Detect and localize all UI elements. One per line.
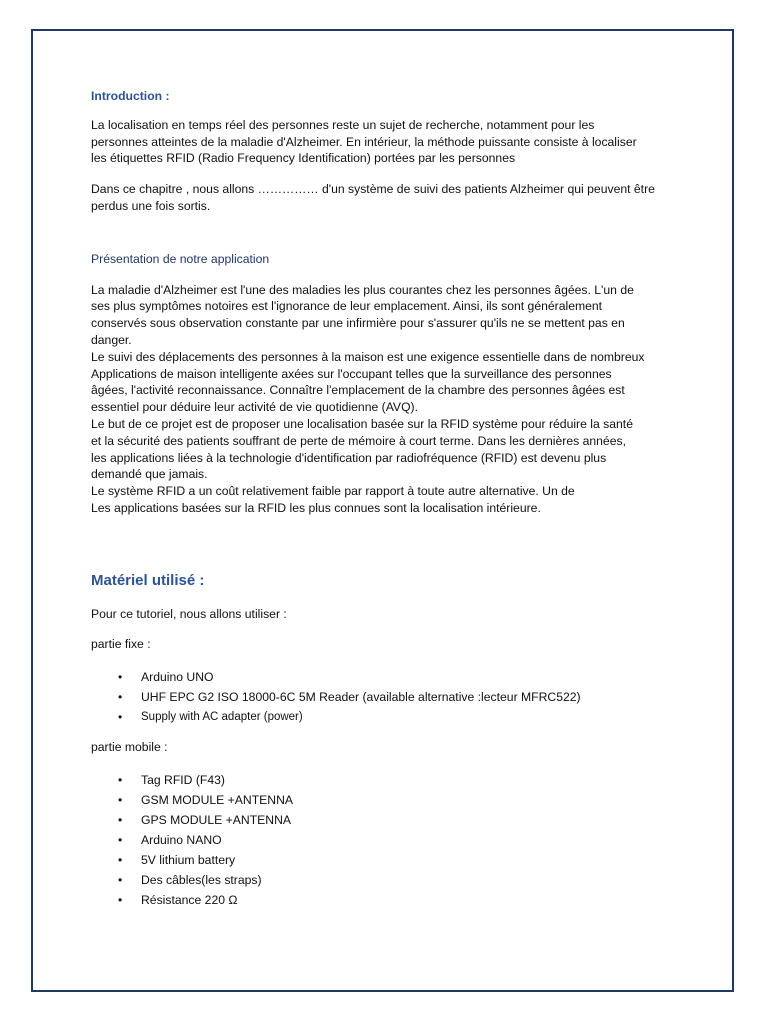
materiel-heading: Matériel utilisé : [91, 571, 205, 589]
list-item-label: UHF EPC G2 ISO 18000-6C 5M Reader (available alternative :lecteur MFRC522) [141, 690, 581, 705]
text-line: Les applications basées sur la RFID les plus connues sont la localisation intérieure. [91, 500, 541, 515]
list-item-label: Supply with AC adapter (power) [141, 711, 303, 724]
list-item-label: Arduino NANO [141, 832, 222, 847]
list-item [91, 707, 691, 727]
text-line: Le but de ce projet est de proposer une localisation basée sur la RFID système pour réduire la santé [91, 416, 633, 431]
text-line: perdus une fois sortis. [91, 198, 211, 213]
text-line: Le système RFID a un coût relativement faible par rapport à toute autre alternative. Un de [91, 484, 575, 499]
partie-mobile-label: partie mobile : [91, 740, 168, 755]
text-line: essentiel pour déduire leur activité de vie quotidienne (AVQ). [91, 400, 418, 415]
partie-fixe-label: partie fixe : [91, 637, 151, 652]
list-item [91, 810, 691, 830]
bullet-icon: • [118, 710, 123, 725]
text-line: danger. [91, 332, 132, 347]
text-line: Le suivi des déplacements des personnes à la maison est une exigence essentielle dans de nombreux [91, 349, 645, 364]
list-item [91, 687, 691, 707]
text-line: conservés sous observation constante par une infirmière pour s'assurer qu'ils ne se mettent pas en [91, 316, 625, 331]
bullet-icon: • [118, 832, 123, 847]
bullet-icon: • [118, 670, 123, 685]
presentation-heading: Présentation de notre application [91, 251, 270, 266]
list-item [91, 790, 691, 810]
bullet-icon: • [118, 892, 123, 907]
introduction-paragraph-1 [91, 117, 691, 167]
introduction-heading: Introduction : [91, 89, 170, 103]
text-line: demandé que jamais. [91, 467, 208, 482]
bullet-icon: • [118, 812, 123, 827]
list-item [91, 870, 691, 890]
introduction-paragraph-2 [91, 181, 691, 215]
text-line: les étiquettes RFID (Radio Frequency Identification) portées par les personnes [91, 151, 516, 166]
list-item [91, 850, 691, 870]
list-item [91, 770, 691, 790]
list-item [91, 830, 691, 850]
text-line: et la sécurité des patients souffrant de perte de mémoire à court terme. Dans les dernières années, [91, 433, 626, 448]
list-item-label: GPS MODULE +ANTENNA [141, 812, 292, 827]
text-line: âgées, l'activité reconnaissance. Connaître l'emplacement de la chambre des personnes âgées est [91, 383, 625, 398]
list-item-label: Résistance 220 Ω [141, 892, 238, 907]
text-line: Dans ce chapitre , nous allons …………… d'un système de suivi des patients Alzheimer qui peuvent être [91, 182, 655, 197]
bullet-icon: • [118, 690, 123, 705]
text-line: La localisation en temps réel des personnes reste un sujet de recherche, notamment pour les [91, 117, 595, 132]
bullet-icon: • [118, 872, 123, 887]
text-line: La maladie d'Alzheimer est l'une des maladies les plus courantes chez les personnes âgées. L'un de [91, 282, 634, 297]
partie-fixe-list [91, 667, 691, 727]
text-line: Applications de maison intelligente axées sur l'occupant telles que la surveillance des personnes [91, 366, 612, 381]
list-item-label: Des câbles(les straps) [141, 872, 262, 887]
list-item-label: Tag RFID (F43) [141, 772, 225, 787]
materiel-intro: Pour ce tutoriel, nous allons utiliser : [91, 606, 287, 621]
text-line: personnes atteintes de la maladie d'Alzheimer. En intérieur, la méthode puissante consiste à localiser [91, 134, 637, 149]
list-item [91, 890, 691, 910]
bullet-icon: • [118, 792, 123, 807]
presentation-body [91, 282, 691, 517]
document-content [91, 80, 691, 910]
list-item-label: Arduino UNO [141, 670, 214, 685]
list-item [91, 667, 691, 687]
text-line: ses plus symptômes notoires est l'ignorance de leur emplacement. Ainsi, ils sont généralement [91, 299, 603, 314]
bullet-icon: • [118, 852, 123, 867]
text-line: les applications liées à la technologie d'identification par radiofréquence (RFID) est devenu plus [91, 450, 607, 465]
partie-mobile-list [91, 770, 691, 910]
list-item-label: GSM MODULE +ANTENNA [141, 792, 294, 807]
list-item-label: 5V lithium battery [141, 852, 236, 867]
bullet-icon: • [118, 772, 123, 787]
